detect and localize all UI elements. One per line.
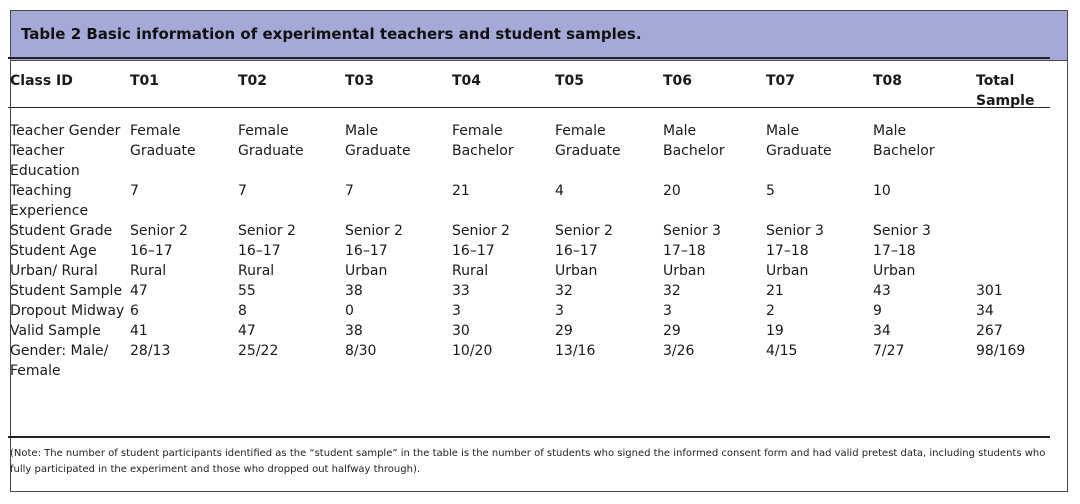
table-cell: 301 <box>976 283 1003 299</box>
table-cell: 10/20 <box>452 343 493 359</box>
table-cell: Graduate <box>555 143 621 159</box>
table-cell: 30 <box>452 323 470 339</box>
table-bottom-rule <box>8 436 1050 438</box>
header-class-id: Class ID <box>10 73 73 89</box>
table-cell: Senior 2 <box>555 223 613 239</box>
table-title-bar <box>11 11 1067 61</box>
row-label: Teaching Experience <box>10 183 89 219</box>
table-row <box>10 241 1068 261</box>
table-cell: Senior 3 <box>663 223 721 239</box>
row-label: Student Age <box>10 243 97 259</box>
table-cell: 7 <box>238 183 247 199</box>
table-cell: Bachelor <box>663 143 725 159</box>
table-cell: 38 <box>345 283 363 299</box>
table-cell: 20 <box>663 183 681 199</box>
table-cell: 21 <box>766 283 784 299</box>
table-cell: Rural <box>238 263 275 279</box>
table-cell: 32 <box>663 283 681 299</box>
table-cell: Male <box>766 123 800 139</box>
table-cell: 41 <box>130 323 148 339</box>
header-t06: T06 <box>663 73 693 89</box>
table-cell: 16–17 <box>555 243 598 259</box>
table-cell: Senior 2 <box>130 223 188 239</box>
table-cell: Male <box>873 123 907 139</box>
table-row <box>10 281 1068 301</box>
table-cell: Urban <box>345 263 388 279</box>
table-cell: 17–18 <box>766 243 809 259</box>
row-label: Dropout Midway <box>10 303 125 319</box>
table-cell: 21 <box>452 183 470 199</box>
table-cell: 16–17 <box>345 243 388 259</box>
row-label: Gender: Male/ Female <box>10 343 109 379</box>
table-row <box>10 181 1068 221</box>
table-cell: 4 <box>555 183 564 199</box>
table-cell: 3/26 <box>663 343 695 359</box>
table-cell: 7/27 <box>873 343 905 359</box>
table-cell: Senior 3 <box>873 223 931 239</box>
table-cell: 13/16 <box>555 343 596 359</box>
table-cell: 16–17 <box>130 243 173 259</box>
table-cell: 4/15 <box>766 343 798 359</box>
table-cell: 5 <box>766 183 775 199</box>
table-cell <box>976 111 1068 141</box>
table-cell: 16–17 <box>238 243 281 259</box>
header-t05: T05 <box>555 73 585 89</box>
table-cell: Urban <box>766 263 809 279</box>
table-cell: 2 <box>766 303 775 319</box>
table-cell: 3 <box>555 303 564 319</box>
table-cell: 25/22 <box>238 343 279 359</box>
table-title: Table 2 Basic information of experimental teachers and student samples. <box>21 25 642 43</box>
header-top-rule <box>8 57 1050 59</box>
table-row <box>10 261 1068 281</box>
table-body <box>10 111 1068 381</box>
header-total-sample: Total Sample <box>976 73 1035 109</box>
table-cell: 0 <box>345 303 354 319</box>
table-cell: Graduate <box>766 143 832 159</box>
table-cell: Senior 2 <box>452 223 510 239</box>
table-cell: Female <box>555 123 606 139</box>
table-row <box>10 301 1068 321</box>
table-cell: 17–18 <box>663 243 706 259</box>
table-cell: Graduate <box>238 143 304 159</box>
header-t01: T01 <box>130 73 160 89</box>
table-cell: 33 <box>452 283 470 299</box>
table-cell <box>976 141 1068 181</box>
table-row <box>10 141 1068 181</box>
table-cell: 29 <box>663 323 681 339</box>
table-cell: 43 <box>873 283 891 299</box>
table-cell: 55 <box>238 283 256 299</box>
row-label: Student Sample <box>10 283 123 299</box>
table-cell: Female <box>452 123 503 139</box>
table-cell <box>976 221 1068 241</box>
row-label: Urban/ Rural <box>10 263 98 279</box>
table-cell: 32 <box>555 283 573 299</box>
table-cell: Rural <box>130 263 167 279</box>
table-cell: Male <box>345 123 379 139</box>
header-t07: T07 <box>766 73 796 89</box>
table-cell: 9 <box>873 303 882 319</box>
table-cell: 98/169 <box>976 343 1026 359</box>
row-label: Teacher Gender <box>10 123 121 139</box>
table-cell: 10 <box>873 183 891 199</box>
table-cell: Male <box>663 123 697 139</box>
table-cell: 47 <box>130 283 148 299</box>
header-t02: T02 <box>238 73 268 89</box>
table-cell: 7 <box>345 183 354 199</box>
table-cell: 3 <box>452 303 461 319</box>
table-cell: 34 <box>873 323 891 339</box>
table-cell: 29 <box>555 323 573 339</box>
table-cell: Urban <box>663 263 706 279</box>
table-cell: 3 <box>663 303 672 319</box>
table-cell: 16–17 <box>452 243 495 259</box>
table-cell: 8/30 <box>345 343 377 359</box>
table-row <box>10 221 1068 241</box>
table-cell: Graduate <box>130 143 196 159</box>
header-row <box>10 60 1068 111</box>
table-cell: Rural <box>452 263 489 279</box>
table-cell: Senior 3 <box>766 223 824 239</box>
table-cell: 6 <box>130 303 139 319</box>
header-t03: T03 <box>345 73 375 89</box>
table-cell: 19 <box>766 323 784 339</box>
table-cell: 34 <box>976 303 994 319</box>
row-label: Teacher Education <box>10 143 80 179</box>
table-row <box>10 341 1068 381</box>
table-cell: 267 <box>976 323 1003 339</box>
header-t08: T08 <box>873 73 903 89</box>
table-cell: 28/13 <box>130 343 171 359</box>
table-cell: Urban <box>873 263 916 279</box>
header-t04: T04 <box>452 73 482 89</box>
data-table <box>10 60 1068 381</box>
row-label: Valid Sample <box>10 323 101 339</box>
table-cell: Graduate <box>345 143 411 159</box>
table-cell: Bachelor <box>873 143 935 159</box>
table-cell <box>976 181 1068 221</box>
table-cell: Female <box>238 123 289 139</box>
table-cell: 17–18 <box>873 243 916 259</box>
table-row <box>10 321 1068 341</box>
row-label: Student Grade <box>10 223 113 239</box>
table-cell: Bachelor <box>452 143 514 159</box>
table-cell <box>976 261 1068 281</box>
table-cell: Senior 2 <box>238 223 296 239</box>
table-cell: 38 <box>345 323 363 339</box>
table-note: (Note: The number of student participants identified as the “student sample” in the table is the number of students who signed the informed consent form and had valid pretest data, including students who fully participated in the experiment and those who dropped out halfway through). <box>10 448 1046 475</box>
table-cell: 8 <box>238 303 247 319</box>
table-cell: 47 <box>238 323 256 339</box>
table-cell <box>976 241 1068 261</box>
table-cell: 7 <box>130 183 139 199</box>
table-cell: Urban <box>555 263 598 279</box>
table-row <box>10 111 1068 141</box>
table-cell: Female <box>130 123 181 139</box>
table-cell: Senior 2 <box>345 223 403 239</box>
